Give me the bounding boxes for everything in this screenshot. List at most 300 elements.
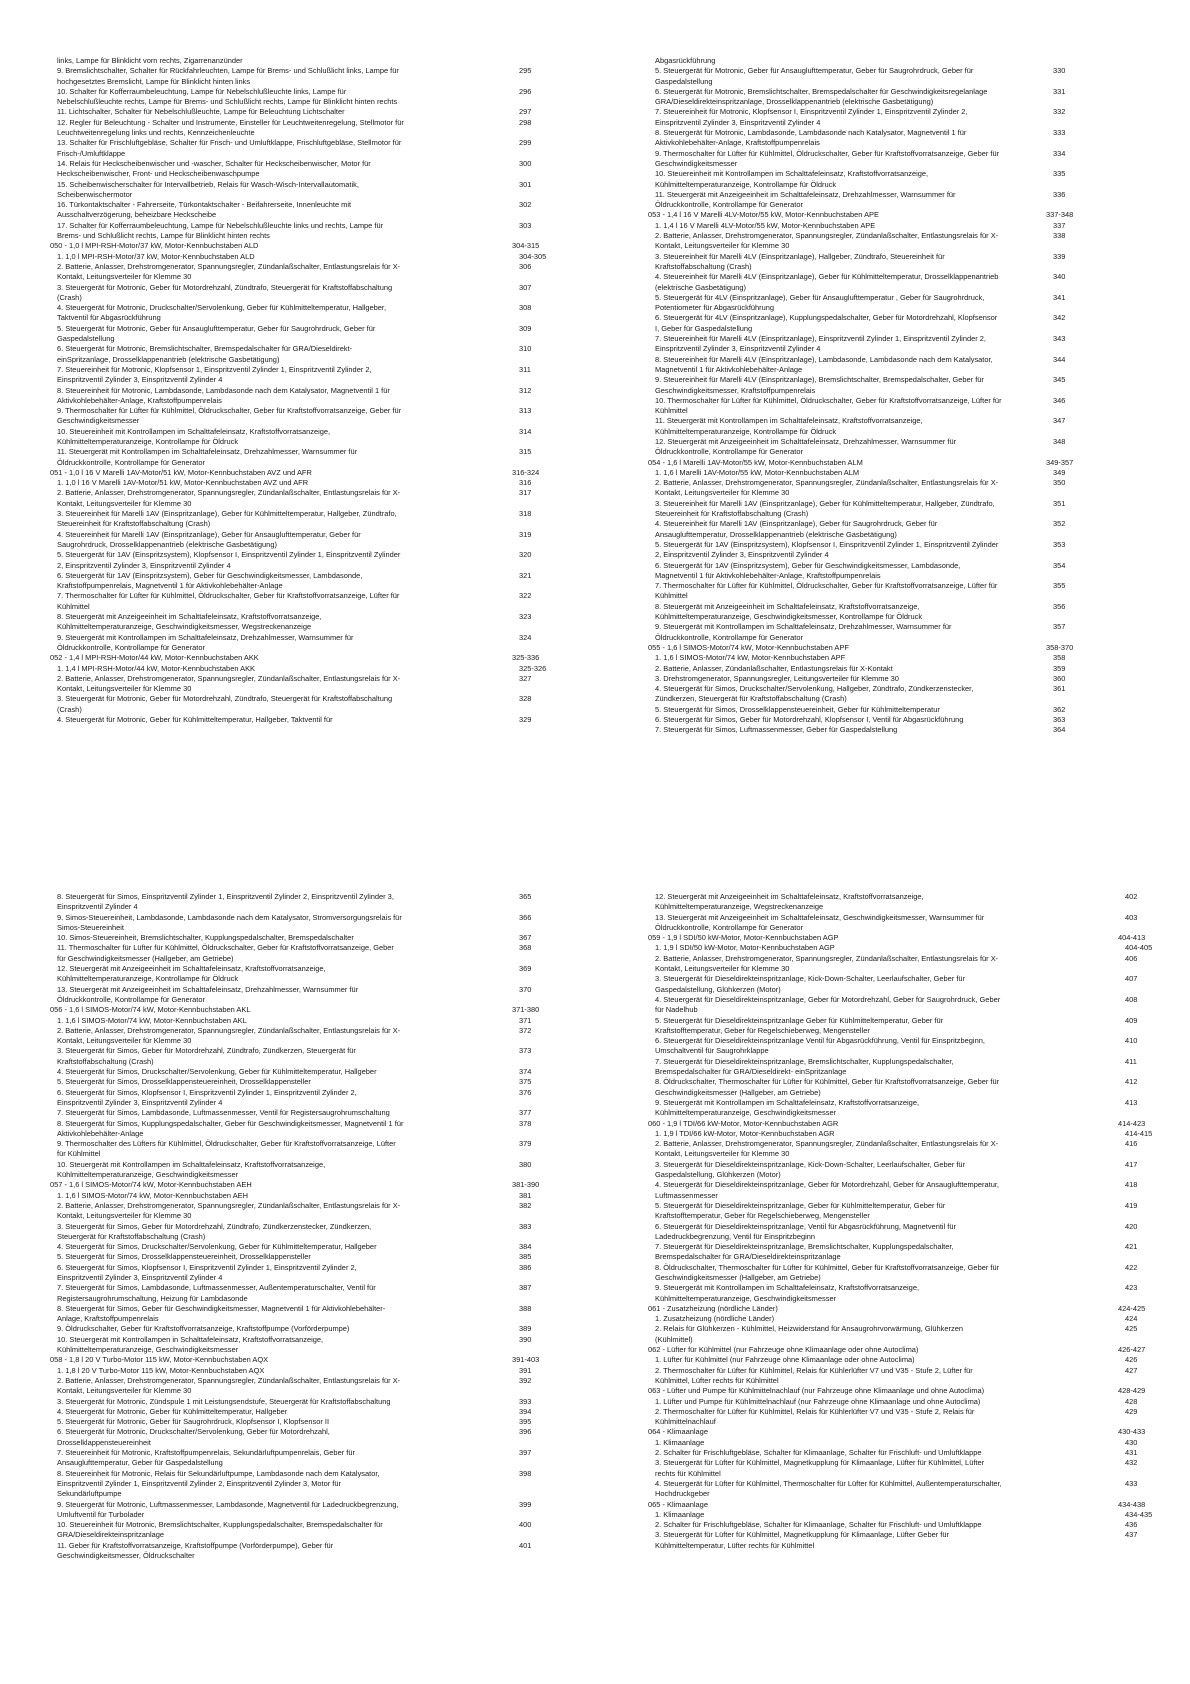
toc-page-number: 416	[1125, 1139, 1138, 1149]
toc-page-number: 303	[519, 220, 532, 230]
toc-entry-text: 3. Steuergerät für Dieseldirekteinspritzanlage, Kick-Down-Schalter, Leerlaufschalter, Geber für Gaspedalstellung, Glühkerzen (Motor)	[655, 974, 966, 994]
toc-page-number: 297	[519, 107, 532, 117]
toc-entry	[655, 1406, 1138, 1428]
toc-entry	[655, 1324, 1138, 1345]
toc-page-number: 391	[519, 1365, 532, 1375]
toc-entry-text: 3. Steuergerät für Lüfter für Kühlmittel, Magnetkupplung für Klimaanlage, Lüfter für Kühlmittel, Lüfter rechts für Kühlmittel	[655, 1458, 985, 1478]
toc-entry-text: 2. Thermoschalter für Lüfter für Kühlmittel, Relais für Kühlerlüfter V7 und V35 - Stufe 2, Lüfter für Kühlmittel, Lüfter rechts für Kühlmittel	[655, 1365, 973, 1385]
toc-entry	[57, 1283, 532, 1304]
toc-entry-text: 1. 1,6 l SIMOS-Motor/74 kW, Motor-Kennbuchstaben AEH	[57, 1190, 248, 1200]
toc-entry-text: 5. Steuergerät für 4LV (Einspritzanlage), Geber für Ansauglufttemperatur , Geber für Saugrohrdruck, Potentiometer für Abgasrückführung	[655, 292, 985, 313]
toc-entry	[57, 323, 532, 345]
toc-entry-text: 2. Schalter für Frischluftgebläse, Schalter für Klimaanlage, Schalter für Frischluft- und Umluftklappe	[655, 1448, 982, 1458]
toc-entry	[57, 56, 512, 66]
toc-entry-text: 3. Drehstromgenerator, Spannungsregler, Leitungsverteiler für Klemme 30	[655, 673, 899, 683]
toc-page-number: 436	[1125, 1520, 1138, 1530]
toc-entry	[655, 602, 1110, 623]
toc-section-heading	[648, 1118, 1146, 1129]
toc-page-number: 426	[1125, 1355, 1138, 1365]
toc-page-number: 386	[519, 1262, 532, 1272]
toc-entry-text: 6. Steuergerät für 4LV (Einspritzanlage), Kupplungspedalschalter, Geber für Motordrehzahl, Klopfsensor I, Geber für Gaspedalstellung	[655, 313, 998, 333]
toc-entry	[655, 1159, 1138, 1181]
toc-entry-text: 10. Steuergerät mit Kontrollampen im Schalttafeleinsatz, Kraftstoffvorratsanzeige, Kühlmitteltemperaturanzeige, Geschwindigkeitsmesser	[57, 1159, 326, 1180]
toc-entry-text: 2. Schalter für Frischluftgebläse, Schalter für Klimaanlage, Schalter für Frischluft- und Umluftklappe	[655, 1520, 982, 1530]
toc-section-heading	[648, 458, 1110, 468]
toc-page-number: 336	[1053, 189, 1066, 199]
toc-entry-text: 9. Thermoschalter für Lüfter für Kühlmittel, Öldruckschalter, Geber für Kraftstoffvorratsanzeige, Geber für Geschwindigkeitsmesser	[57, 406, 402, 426]
toc-entry-text: 6. Steuergerät für 1AV (Einspritzsystem), Geber für Geschwindigkeitsmesser, Lambdasonde, Magnetventil 1 für Aktivkohlebehälter-Anlage, Kraftstoffpumpenrelais	[655, 560, 961, 580]
toc-entry	[57, 364, 531, 386]
toc-column-1	[50, 56, 547, 725]
toc-page-number: 371-380	[512, 1005, 540, 1015]
toc-entry	[655, 252, 1110, 273]
toc-entry-text: 5. Steuergerät für 1AV (Einspritzsystem), Klopfsensor I, Einspritzventil Zylinder 1, Einspritzventil Zylinder 2, Einspritzventil Zylinder 3, Einspritzventil Zylinder 4	[655, 539, 999, 560]
toc-entry-text: 1. Klimaanlage	[655, 1437, 705, 1447]
toc-entry	[57, 1406, 532, 1417]
toc-entry-text: 059 - 1,9 l SDI/50 kW-Motor, Motor-Kennbuchstaben AGP	[648, 933, 839, 943]
toc-page-number: 306	[519, 261, 532, 271]
toc-entry	[57, 1025, 532, 1047]
toc-entry-text: 11. Geber für Kraftstoffvorratsanzeige, Kraftstoffpumpe (Vorförderpumpe), Geber für Geschwindigkeitsmesser, Öldruckschalter	[57, 1540, 334, 1560]
toc-entry	[655, 715, 1110, 725]
toc-page-number: 318	[519, 509, 532, 519]
toc-page-number: 413	[1125, 1097, 1138, 1107]
toc-page-number: 300	[519, 158, 532, 168]
toc-entry-text: 3. Steuergerät für Motronic, Zündspule 1 mit Leistungsendstufe, Steuergerät für Kraftstoffabschaltung	[57, 1396, 391, 1406]
toc-page-number: 418	[1125, 1180, 1138, 1190]
toc-entry-text: 10. Thermoschalter für Lüfter für Kühlmittel, Öldruckschalter, Geber für Kraftstoffvorratsanzeige, Lüfter für Kühlmittel	[655, 395, 1002, 416]
toc-section-heading	[50, 1180, 540, 1190]
toc-column-2	[648, 56, 1110, 736]
toc-entry	[57, 406, 532, 427]
toc-entry-text: 8. Steuergerät mit Anzeigeeinheit im Schalttafeleinsatz, Kraftstoffvorratsanzeige, Kühlmitteltemperaturanzeige, Geschwindigkeitsmesser, Kontrollampe für Öldruck	[655, 601, 923, 622]
toc-entry	[655, 1478, 1138, 1500]
toc-page-number: 430	[1125, 1437, 1138, 1447]
toc-entry-text: 4. Steuereinheit für Marelli 4LV (Einspritzanlage), Geber für Kühlmitteltemperatur, Drosselklappenantrieb (elektrische Gasbetätigung)	[655, 272, 999, 292]
toc-entry-text: 5. Steuergerät für Simos, Drosselklappensteuereinheit, Drosselklappensteller	[57, 1252, 311, 1262]
toc-entry-text: 1. 1,8 l 20 V Turbo-Motor 115 kW, Motor-Kennbuchstaben AQX	[57, 1365, 265, 1375]
toc-page-number: 301	[519, 179, 532, 189]
toc-entry-text: 1. 1,0 l 16 V Marelli 1AV-Motor/51 kW, Motor-Kennbuchstaben AVZ und AFR	[57, 478, 309, 488]
toc-entry-text: 2. Batterie, Anlasser, Drehstromgenerator, Spannungsregler, Zündanlaßschalter, Entlastungsrelais für X-Kontakt, Leitungsverteiler für Klemme 30	[655, 231, 999, 251]
toc-page-number: 317	[519, 488, 532, 498]
toc-entry	[655, 622, 1110, 643]
toc-entry-text: 7. Thermoschalter für Lüfter für Kühlmittel, Öldruckschalter, Geber für Kraftstoffvorratsanzeige, Lüfter für Kühlmittel	[57, 591, 400, 611]
toc-page-number: 323	[519, 612, 532, 622]
toc-entry-text: 1. Lüfter und Pumpe für Kühlmittelnachlauf (nur Fahrzeuge ohne Klimaanlage und ohne Autoclima)	[655, 1396, 981, 1406]
toc-entry-text: 1. 1,4 l MPI-RSH-Motor/44 kW, Motor-Kennbuchstaben AKK	[57, 663, 256, 673]
toc-entry-text: 8. Steuergerät für Simos, Geber für Geschwindigkeitsmesser, Magnetventil 1 für Aktivkohlebehälter-Anlage, Kraftstoffpumpenrelais	[57, 1303, 386, 1324]
toc-entry	[655, 1056, 1137, 1078]
toc-section-heading	[50, 653, 540, 663]
toc-entry-text: 9. Thermoschalter des Lüfters für Kühlmittel, Öldruckschalter, Geber für Kraftstoffvorratsanzeige, Lüfter für Kühlmittel	[57, 1139, 396, 1159]
toc-entry-text: 10. Steuereinheit mit Kontrollampen im Schalttafeleinsatz, Kraftstoffvorratsanzeige, Kühlmitteltemperaturanzeige, Kontrollampe für Öldruck	[655, 169, 929, 189]
toc-page-number: 428-429	[1118, 1386, 1146, 1396]
toc-entry-text: 8. Steuereinheit für Motronic, Lambdasonde, Lambdasonde nach dem Katalysator, Magnetventil 1 für Aktivkohlebehälter-Anlage, Kraftstoffpumpenrelais	[57, 385, 390, 405]
toc-page-number: 345	[1053, 375, 1066, 385]
toc-entry-text: 3. Steuergerät für Simos, Geber für Motordrehzahl, Zündtrafo, Zündkerzenstecker, Zündkerzen, Steuergerät für Kraftstoffabschaltung (Crash)	[57, 1221, 372, 1241]
toc-entry-text: 7. Steuergerät für Simos, Lambdasonde, Luftmassenmesser, Ventil für Registersaugrohrumschaltung	[57, 1108, 390, 1118]
toc-page-number: 396	[519, 1427, 532, 1437]
toc-section-heading	[50, 241, 540, 251]
toc-entry	[655, 519, 1110, 540]
toc-entry-text: Abgasrückführung	[655, 56, 716, 65]
toc-page-number: 304-305	[519, 251, 547, 261]
toc-page-number: 407	[1125, 974, 1138, 984]
toc-entry-text: 7. Steuergerät für Dieseldirekteinspritzanlage, Bremslichtschalter, Kupplungspedalschalter, Bremspedalschalter für GRA/Dieseldirekt- einSpritzanlage	[655, 1056, 954, 1077]
toc-section-heading	[648, 1345, 1146, 1355]
toc-entry	[57, 1468, 532, 1500]
toc-entry-text: 7. Thermoschalter für Lüfter für Kühlmittel, Öldruckschalter, Geber für Kraftstoffvorratsanzeige, Lüfter für Kühlmittel	[655, 581, 998, 601]
toc-column-4	[648, 892, 1153, 1551]
toc-entry	[655, 375, 1110, 396]
toc-entry	[655, 478, 1110, 499]
toc-entry-text: 1. 1,4 l 16 V Marelli 4LV-Motor/55 kW, Motor-Kennbuchstaben APE	[655, 220, 876, 230]
toc-entry	[57, 1015, 532, 1026]
toc-entry-text: 4. Steuergerät für Simos, Druckschalter/Servolenkung, Hallgeber, Zündtrafo, Zündkerzenstecker, Zündkerzen, Steuergerät für Kraftstoffabschaltung (Crash)	[655, 684, 974, 704]
toc-entry-text: 051 - 1,0 l 16 V Marelli 1AV-Motor/51 kW, Motor-Kennbuchstaben AVZ und AFR	[50, 467, 312, 477]
toc-entry	[655, 1520, 1138, 1530]
toc-entry	[57, 1499, 532, 1521]
toc-page-number: 341	[1053, 292, 1066, 302]
toc-entry-text: 9. Simos-Steuereinheit, Lambdasonde, Lambdasonde nach dem Katalysator, Stromversorgungsrelais für Simos-Steuereinheit	[57, 912, 402, 932]
toc-page-number: 424-425	[1118, 1303, 1146, 1313]
toc-entry	[57, 86, 532, 108]
toc-page-number: 417	[1125, 1159, 1138, 1169]
toc-page-number: 348	[1053, 436, 1066, 446]
toc-entry-text: 8. Öldruckschalter, Thermoschalter für Lüfter für Kühlmittel, Geber für Kraftstoffvorratsanzeige, Geber für Geschwindigkeitsmesser (Hallgeber, am Getriebe)	[655, 1262, 1000, 1282]
toc-page-number: 346	[1053, 395, 1066, 405]
toc-page-number: 340	[1053, 272, 1066, 282]
toc-entry-text: 2. Batterie, Anlasser, Drehstromgenerator, Spannungsregler, Zündanlaßschalter, Entlastungsrelais für X-Kontakt, Leitungsverteiler für Klemme 30	[655, 953, 999, 974]
toc-entry	[655, 1036, 1138, 1057]
toc-entry-text: 1. 1,6 l Marelli 1AV-Motor/55 kW, Motor-Kennbuchstaben ALM	[655, 467, 860, 477]
toc-section-heading	[50, 1355, 540, 1365]
toc-entry	[57, 1108, 532, 1118]
toc-entry	[57, 200, 532, 221]
toc-page-number: 425	[1125, 1324, 1138, 1334]
toc-page-number: 325-326	[519, 663, 547, 673]
toc-entry	[57, 933, 532, 943]
toc-entry	[57, 117, 532, 139]
toc-page-number: 424	[1125, 1314, 1138, 1324]
toc-entry-text: 11. Steuergerät mit Anzeigeeinheit im Schalttafeleinsatz, Drehzahlmesser, Warnsummer für Öldruckkontrolle, Kontrollampe für Generator	[655, 189, 956, 210]
toc-entry	[655, 1128, 1153, 1139]
toc-entry	[57, 1324, 532, 1334]
toc-entry	[57, 251, 547, 262]
toc-page-number: 335	[1053, 169, 1066, 179]
toc-entry-text: 1. 1,6 l SIMOS-Motor/74 kW, Motor-Kennbuchstaben AKL	[57, 1015, 247, 1025]
toc-entry	[57, 550, 532, 571]
toc-entry-text: 050 - 1,0 l MPI-RSH-Motor/37 kW, Motor-Kennbuchstaben ALD	[50, 241, 259, 251]
toc-page-number: 388	[519, 1303, 532, 1313]
toc-entry	[57, 66, 532, 87]
toc-page-number: 370	[519, 984, 532, 994]
toc-section-heading	[648, 1499, 1146, 1510]
toc-entry-text: 5. Steuergerät für Simos, Drosselklappensteuereinheit, Geber für Kühlmitteltemperatur	[655, 704, 940, 714]
toc-entry	[57, 529, 532, 551]
toc-entry-text: 3. Steuereinheit für Marelli 1AV (Einspritzanlage), Geber für Kühlmitteltemperatur, Hallgeber, Zündtrafo, Steuereinheit für Kraftstoffabschaltung (Crash)	[57, 509, 397, 529]
toc-entry-text: 8. Steuergerät für Motronic, Lambdasonde, Lambdasonde nach Katalysator, Magnetventil 1 für Aktivkohlebehälter-Anlage, Kraftstoffpumpenrelais	[655, 128, 967, 148]
toc-page-number: 358-370	[1046, 642, 1074, 652]
toc-entry	[57, 1046, 532, 1067]
toc-entry-text: 16. Türkontaktschalter - Fahrerseite, Türkontaktschalter - Beifahrerseite, Innenleuchte mit Ausschaltverzögerung, beheizbare Heckscheibe	[57, 200, 352, 220]
toc-entry	[655, 499, 1110, 520]
toc-entry-text: 10. Steuereinheit für Motronic, Bremslichtschalter, Kupplungspedalschalter, Bremspedalschalter für GRA/Dieseldirekteinspritzanlage	[57, 1520, 383, 1540]
toc-entry	[655, 1200, 1138, 1222]
toc-page-number: 304-315	[512, 241, 540, 251]
toc-page-number: 411	[1125, 1056, 1137, 1066]
toc-page-number: 399	[519, 1499, 532, 1509]
toc-entry-text: 9. Steuereinheit für Marelli 4LV (Einspritzanlage), Bremslichtschalter, Bremspedalschalter, Geber für Geschwindigkeitsmesser, Kraftstoffpumpenrelais	[655, 375, 984, 395]
toc-entry-text: 3. Steuergerät für Dieseldirekteinspritzanlage, Kick-Down-Schalter, Leerlaufschalter, Geber für Gaspedalstellung, Glühkerzen (Motor)	[655, 1159, 966, 1180]
toc-entry-text: 2. Batterie, Anlasser, Drehstromgenerator, Spannungsregler, Zündanlaßschalter, Entlastungsrelais für X-Kontakt, Leitungsverteiler für Klemme 30	[57, 1375, 401, 1396]
toc-page-number: 431	[1125, 1448, 1138, 1458]
toc-page-number: 364	[1053, 725, 1066, 735]
toc-entry	[57, 1540, 532, 1562]
toc-entry	[655, 437, 1110, 458]
toc-entry	[57, 261, 532, 283]
toc-entry	[57, 385, 532, 407]
toc-page-number: 302	[519, 200, 532, 210]
toc-entry	[57, 426, 532, 448]
toc-page-number: 347	[1053, 416, 1066, 426]
toc-entry-text: 11. Thermoschalter für Lüfter für Kühlmittel, Öldruckschalter, Geber für Kraftstoffvorratsanzeige, Geber für Geschwindigkeitsmesser (Hallgeber, am Getriebe)	[57, 943, 394, 963]
toc-entry-text: 13. Schalter für Frischluftgebläse, Schalter für Frisch- und Umluftklappe, Frischluftgebläse, Stellmotor für Frisch-/Umluftklappe	[57, 138, 402, 158]
toc-entry	[57, 1067, 532, 1077]
toc-entry	[57, 107, 532, 117]
toc-entry-text: 1. 1,9 l TDI/66 kW-Motor, Motor-Kennbuchstaben AGR	[655, 1128, 835, 1138]
toc-entry-text: 7. Steuereinheit für Motronic, Kraftstoffpumpenrelais, Sekundärluftpumpenrelais, Geber für Ansauglufttemperatur, Geber für Gaspedalstellung	[57, 1448, 355, 1468]
toc-page-number: 378	[519, 1118, 532, 1128]
toc-entry-text: 5. Steuergerät für Dieseldirekteinspritzanlage Geber für Kühlmitteltemperatur, Geber für Kraftstofftemperatur, Geber für Regelschieberweg, Mengensteller	[655, 1015, 944, 1035]
toc-page-number: 309	[519, 323, 532, 333]
toc-entry-text: 064 - Klimaanlage	[648, 1427, 708, 1437]
toc-entry-text: 9. Steuergerät mit Kontrollampen im Schalttafeleinsatz, Kraftstoffvorratsanzeige, Kühlmitteltemperaturanzeige, Geschwindigkeitsmesser	[655, 1097, 920, 1118]
toc-entry-text: 7. Steuereinheit für Motronic, Klopfsensor 1, Einspritzventil Zylinder 1, Einspritzventil Zylinder 2, Einspritzventil Zylinder 3, Einspritzventil Zylinder 4	[57, 364, 372, 385]
toc-page-number: 404-413	[1118, 933, 1146, 943]
toc-entry	[57, 1417, 532, 1427]
toc-entry-text: 3. Steuergerät für Motronic, Geber für Motordrehzahl, Zündtrafo, Steuergerät für Kraftstoffabschaltung (Crash)	[57, 694, 393, 714]
toc-page-number: 372	[519, 1025, 532, 1035]
toc-page-number: 322	[519, 591, 532, 601]
toc-page-number: 308	[519, 303, 532, 313]
toc-entry-text: 10. Simos-Steuereinheit, Bremslichtschalter, Kupplungspedalschalter, Bremspedalschalter	[57, 933, 354, 943]
toc-page-number: 373	[519, 1046, 532, 1056]
toc-entry-text: 4. Steuergerät für Motronic, Druckschalter/Servolenkung, Geber für Kühlmitteltemperatur, Hallgeber, Taktventil für Abgasrückführung	[57, 303, 387, 323]
toc-entry-text: 4. Steuergerät für Simos, Druckschalter/Servolenkung, Geber für Kühlmitteltemperatur, Hallgeber	[57, 1242, 377, 1252]
toc-entry-text: 10. Schalter für Kofferraumbeleuchtung, Lampe für Nebelschlußleuchte links, Lampe für Nebelschlußleuchte rechts, Lampe für Brems- und Schlußlicht rechts, Lampe für Blinklicht hinten rechts	[57, 86, 398, 107]
toc-page-number: 299	[519, 138, 532, 148]
toc-entry-text: 058 - 1,8 l 20 V Turbo-Motor 115 kW, Motor-Kennbuchstaben AQX	[50, 1355, 269, 1365]
toc-page-number: 380	[519, 1159, 532, 1169]
toc-entry-text: 1. 1,6 l SIMOS-Motor/74 kW, Motor-Kennbuchstaben APF	[655, 653, 846, 663]
toc-entry	[57, 303, 532, 324]
toc-entry	[57, 158, 532, 180]
toc-page-number: 427	[1125, 1365, 1138, 1375]
toc-entry	[57, 632, 532, 654]
toc-entry	[655, 107, 1110, 128]
toc-page-number: 422	[1125, 1262, 1138, 1272]
toc-section-heading	[648, 643, 1110, 653]
toc-entry-text: 062 - Lüfter für Kühlmittel (nur Fahrzeuge ohne Klimaanlage oder ohne Autoclima)	[648, 1345, 919, 1355]
toc-entry	[57, 1077, 532, 1087]
toc-entry	[57, 943, 532, 964]
toc-page-number: 321	[519, 570, 532, 580]
toc-entry-text: 5. Steuergerät für Simos, Drosselklappensteuereinheit, Drosselklappensteller	[57, 1077, 311, 1087]
toc-entry-text: 5. Steuergerät für Motronic, Geber für Ansauglufttemperatur, Geber für Saugrohrdruck, Geber für Gaspedalstellung	[57, 323, 376, 344]
toc-page-number: 381	[519, 1190, 532, 1200]
toc-entry	[57, 179, 532, 201]
toc-entry	[57, 1396, 532, 1407]
toc-page-number: 366	[519, 912, 532, 922]
toc-entry-text: 12. Steuergerät mit Anzeigeeinheit im Schalttafeleinsatz, Drehzahlmesser, Warnsummer für Öldruckkontrolle, Kontrollampe für Generator	[655, 436, 957, 457]
toc-page-number: 433	[1125, 1478, 1138, 1488]
toc-page-number: 362	[1053, 704, 1066, 714]
toc-page-number: 400	[519, 1520, 532, 1530]
toc-entry-text: 9. Steuergerät mit Kontrollampen im Schalttafeleinsatz, Kraftstoffvorratsanzeige, Kühlmitteltemperaturanzeige, Geschwindigkeitsmesser	[655, 1283, 920, 1303]
toc-entry	[655, 581, 1110, 602]
toc-entry	[655, 994, 1138, 1016]
toc-page-number: 324	[519, 632, 532, 642]
toc-page-number: 391-403	[512, 1355, 540, 1365]
toc-page-number: 429	[1125, 1406, 1138, 1416]
toc-entry	[655, 1097, 1138, 1119]
toc-page-number: 426-427	[1118, 1345, 1146, 1355]
toc-entry-text: 7. Steuergerät für Simos, Lambdasonde, Luftmassenmesser, Außentemperaturschalter, Ventil für Registersaugrohrumschaltung, Heizung für Lambdasonde	[57, 1283, 376, 1303]
toc-page-number: 376	[519, 1087, 532, 1097]
toc-page-number: 363	[1053, 715, 1066, 724]
toc-entry-text: 2. Batterie, Anlasser, Drehstromgenerator, Spannungsregler, Zündanlaßschalter, Entlastungsrelais für X-Kontakt, Leitungsverteiler für Klemme 30	[57, 488, 401, 508]
toc-entry-text: 6. Steuergerät für Motronic, Druckschalter/Servolenkung, Geber für Motordrehzahl, Drosselklappensteuereinheit	[57, 1427, 330, 1447]
toc-page-number: 358	[1053, 653, 1066, 663]
toc-page-number: 320	[519, 550, 532, 560]
toc-page-number: 385	[519, 1252, 532, 1262]
toc-page-number: 344	[1053, 354, 1066, 364]
toc-page-number: 352	[1053, 519, 1066, 529]
toc-page-number: 392	[519, 1375, 532, 1385]
toc-page-number: 359	[1053, 663, 1066, 673]
toc-entry	[655, 1530, 1138, 1551]
toc-entry	[57, 1252, 532, 1262]
toc-entry	[655, 293, 1110, 314]
toc-entry-text: 8. Öldruckschalter, Thermoschalter für Lüfter für Kühlmittel, Geber für Kraftstoffvorratsanzeige, Geber für Geschwindigkeitsmesser (Hallgeber, am Getriebe)	[655, 1077, 1000, 1097]
toc-entry	[57, 1221, 532, 1243]
toc-entry	[655, 416, 1110, 437]
toc-entry	[655, 1221, 1138, 1243]
toc-entry	[655, 953, 1138, 975]
toc-entry	[57, 612, 532, 633]
toc-entry-text: 065 - Klimaanlage	[648, 1499, 708, 1509]
toc-page-number: 419	[1125, 1200, 1138, 1210]
toc-section-heading	[648, 933, 1146, 943]
toc-entry-text: 055 - 1,6 l SIMOS-Motor/74 kW, Motor-Kennbuchstaben APF	[648, 642, 849, 652]
toc-entry-text: 6. Steuergerät für Simos, Klopfsensor I, Einspritzventil Zylinder 1, Einspritzventil Zylinder 2, Einspritzventil Zylinder 3, Einspritzventil Zylinder 4	[57, 1087, 357, 1107]
toc-entry	[655, 468, 1110, 478]
toc-entry	[655, 1458, 1138, 1479]
toc-entry-text: 12. Steuergerät mit Anzeigeeinheit im Schalttafeleinsatz, Kraftstoffvorratsanzeige, Kühlmitteltemperaturanzeige, Wegstreckenanzeige	[655, 892, 924, 912]
toc-entry-text: 9. Steuergerät mit Kontrollampen im Schalttafeleinsatz, Drehzahlmesser, Warnsummer für Öldruckkontrolle, Kontrollampe für Generator	[57, 632, 354, 652]
toc-entry	[655, 396, 1110, 417]
toc-entry-text: 4. Steuergerät für Simos, Druckschalter/Servolenkung, Geber für Kühlmitteltemperatur, Hallgeber	[57, 1067, 377, 1077]
toc-entry	[655, 1139, 1138, 1160]
toc-entry	[655, 1509, 1153, 1520]
toc-entry	[57, 220, 532, 242]
toc-page-number: 330	[1053, 66, 1066, 76]
toc-entry-text: 7. Steuereinheit für Motronic, Klopfsensor I, Einspritzventil Zylinder 1, Einspritzventil Zylinder 2, Einspritzventil Zylinder 3, Einspritzventil Zylinder 4	[655, 107, 968, 127]
toc-page-number: 402	[1125, 892, 1138, 901]
toc-section-heading	[648, 1427, 1146, 1437]
toc-page-number: 371	[519, 1015, 532, 1025]
toc-page-number: 343	[1053, 334, 1066, 344]
toc-entry-text: 2. Batterie, Anlasser, Drehstromgenerator, Spannungsregler, Zündanlaßschalter, Entlastungsrelais für X-Kontakt, Leitungsverteiler für Klemme 30	[57, 261, 401, 282]
toc-page-number: 349	[1053, 467, 1066, 477]
toc-entry	[57, 138, 532, 159]
toc-entry	[57, 1334, 532, 1356]
toc-entry	[655, 1355, 1138, 1365]
toc-entry-text: 2. Relais für Glühkerzen - Kühlmittel, Heizwiderstand für Ansaugrohrvorwärmung, Glühkerzen (Kühlmittel)	[655, 1324, 963, 1344]
toc-entry-text: 8. Steuergerät mit Anzeigeeinheit im Schalttafeleinsatz, Kraftstoffvorratsanzeige, Kühlmitteltemperaturanzeige, Geschwindigkeitsmesser, Wegstreckenanzeige	[57, 612, 322, 632]
toc-entry	[655, 221, 1110, 231]
toc-entry	[57, 570, 532, 592]
toc-page-number: 337	[1053, 220, 1066, 230]
toc-entry	[57, 488, 532, 509]
toc-entry-text: 10. Steuereinheit mit Kontrollampen im Schalttafeleinsatz, Kraftstoffvorratsanzeige, Kühlmitteltemperaturanzeige, Kontrollampe für Öldruck	[57, 426, 331, 446]
toc-entry	[57, 1427, 532, 1448]
toc-entry	[57, 478, 532, 488]
toc-entry	[655, 1314, 1138, 1324]
toc-entry	[655, 653, 1110, 663]
toc-page-number: 401	[519, 1540, 532, 1550]
toc-entry	[57, 1262, 532, 1284]
toc-entry	[57, 694, 532, 715]
toc-page-number: 434-438	[1118, 1499, 1146, 1509]
toc-page-number: 356	[1053, 601, 1066, 611]
toc-entry-text: 8. Steuergerät für Simos, Einspritzventil Zylinder 1, Einspritzventil Zylinder 2, Einspritzventil Zylinder 3, Einspritzventil Zylinder 4	[57, 892, 394, 912]
toc-entry-text: 5. Steuergerät für Dieseldirekteinspritzanlage, Geber für Kühlmitteltemperatur, Geber für Kraftstofftemperatur, Geber für Regelschieberweg, Mengensteller	[655, 1200, 946, 1221]
toc-entry	[655, 169, 1110, 190]
toc-page-number: 328	[519, 694, 532, 704]
toc-section-heading	[648, 1386, 1146, 1396]
toc-page-number: 393	[519, 1396, 532, 1406]
toc-entry	[655, 684, 1110, 705]
toc-entry-text: 11. Steuergerät mit Kontrollampen im Schalttafeleinsatz, Kraftstoffvorratsanzeige, Kühlmitteltemperaturanzeige, Kontrollampe für Öldruck	[655, 416, 923, 436]
toc-entry	[57, 282, 532, 304]
toc-page-number: 404-405	[1125, 943, 1153, 953]
toc-entry-text: 061 - Zusatzheizung (nördliche Länder)	[648, 1303, 778, 1313]
toc-page-number: 414-423	[1118, 1118, 1146, 1128]
toc-section-heading	[648, 210, 1110, 220]
toc-page-number: 339	[1053, 251, 1066, 261]
toc-page-number: 414-415	[1125, 1128, 1153, 1138]
toc-page-number: 437	[1125, 1530, 1138, 1540]
toc-entry	[57, 1242, 532, 1252]
toc-entry-text: 4. Steuereinheit für Marelli 1AV (Einspritzanlage), Geber für Ansauglufttemperatur, Geber für Saugrohrdruck, Drosselklappenantrieb (elektrische Gasbetätigung)	[57, 529, 361, 549]
toc-entry-text: 5. Steuergerät für Motronic, Geber für Saugrohrdruck, Klopfsensor I, Klopfsensor II	[57, 1417, 330, 1427]
toc-page-number: 412	[1125, 1077, 1138, 1087]
toc-entry-text: 054 - 1,6 l Marelli 1AV-Motor/55 kW, Motor-Kennbuchstaben ALM	[648, 457, 863, 467]
toc-page-number: 316	[519, 478, 532, 488]
toc-entry-text: 12. Steuergerät mit Anzeigeeinheit im Schalttafeleinsatz, Kraftstoffvorratsanzeige, Kühlmitteltemperaturanzeige, Kontrollampe für Öldruck	[57, 964, 326, 984]
toc-entry	[57, 1139, 532, 1160]
toc-entry	[655, 1180, 1138, 1201]
toc-section-heading	[50, 1005, 540, 1015]
toc-entry	[57, 1303, 532, 1325]
toc-entry	[57, 1087, 532, 1109]
toc-entry	[57, 715, 532, 725]
toc-entry	[655, 56, 1110, 66]
toc-entry-text: 17. Schalter für Kofferraumbeleuchtung, Lampe für Nebelschlußleuchte links und rechts, Lampe für Brems- und Schlußlicht rechts, Lampe für Blinklicht hinten rechts	[57, 220, 384, 241]
